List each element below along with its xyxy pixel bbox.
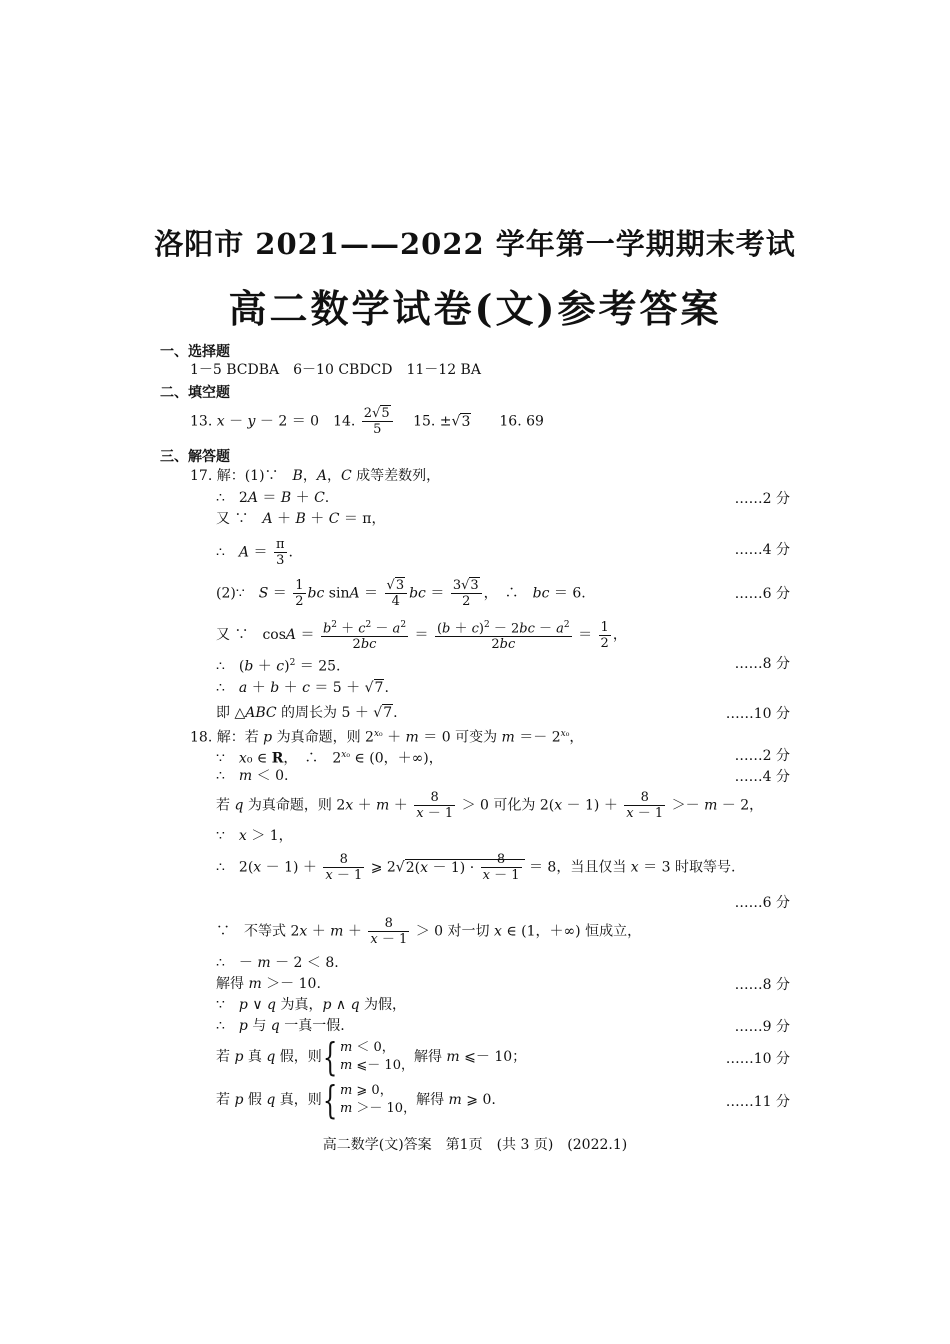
score-mark: ……6 分 — [734, 895, 790, 911]
p18-line7: ∵ 不等式 2x ＋ m ＋ $\frac{8}{x - 1}$ ＞ 0 对一切 x ∈ (1，＋∞) 恒成立， — [216, 916, 642, 947]
score-mark: ……8 分 — [734, 656, 790, 672]
score-mark: ……2 分 — [734, 748, 790, 764]
page-footer: 高二数学(文)答案 第1页 (共 3 页) (2022.1) — [322, 1137, 628, 1153]
answer-key-title: 高二数学试卷(文)参考答案 — [228, 286, 722, 331]
p18-line10: ∵ p ∨ q 为真，p ∧ q 为假， — [216, 997, 407, 1013]
section-heading-solution: 三、解答题 — [160, 449, 230, 465]
p17-line1: 17. 解：(1)∵ B，A，C 成等差数列， — [190, 468, 441, 484]
choice-answers: 1－5 BCDBA 6－10 CBDCD 11－12 BA — [190, 362, 481, 378]
section-heading-fill: 二、填空题 — [160, 385, 230, 401]
section-heading-choice: 一、选择题 — [160, 344, 230, 360]
p18-line9: 解得 m ＞－ 10. — [216, 976, 321, 992]
p17-line7: ∴ $(b + c)^2 = 25$. — [216, 658, 341, 675]
p18-line6: ∴ 2(x － 1) ＋ $\frac{8}{x - 1}$ ⩾ 2√2(x － 1) · $\frac{8}{x - 1}$ ＝ 8，当且仅当 x ＝ 3 时取等号. — [216, 852, 736, 883]
score-mark: ……8 分 — [734, 977, 790, 993]
p18-line1: 18. 解：若 p 为真命题，则 $2^{x_0} + m = 0$ 可变为 $m =- 2^{x_0}$， — [190, 729, 584, 746]
p18-line2: ∵ x₀ ∈ R， ∴ $2^{x_0}$ ∈ (0，＋∞)， — [216, 750, 443, 767]
score-mark: ……4 分 — [734, 542, 790, 558]
score-mark: ……2 分 — [734, 491, 790, 507]
p18-line4: 若 q 为真命题，则 2x ＋ m ＋ $\frac{8}{x - 1}$ ＞ 0 可化为 2(x － 1) ＋ $\frac{8}{x - 1}$ ＞－ m － 2， — [216, 790, 764, 821]
score-mark: ……11 分 — [725, 1094, 790, 1110]
p17-line9: 即 △ABC 的周长为 5 ＋ √7. — [216, 705, 398, 721]
p17-line2: ∴ 2A ＝ B ＋ C. — [216, 490, 330, 506]
p17-line3: 又 ∵ A ＋ B ＋ C ＝ π， — [216, 511, 386, 527]
p18-line5: ∵ x ＞ 1， — [216, 828, 293, 844]
p18-line13: 若 p 假 q 真，则{ m ⩾ 0， m ＞－ 10，解得 m ⩾ 0. — [216, 1078, 496, 1122]
p17-line4: ∴ A ＝ $\frac{\pi}{3}$ . — [216, 537, 293, 568]
fill-answers: 13. x － y － 2 ＝ 0 14. $\frac{2√5}{5}$ 15. ±√3 16. 69 — [190, 406, 544, 437]
exam-title: 洛阳市 2021——2022 学年第一学期期末考试 — [154, 227, 796, 261]
score-mark: ……6 分 — [734, 586, 790, 602]
p18-line12: 若 p 真 q 假，则{ m ＜ 0， m ⩽－ 10，解得 m ⩽－ 10； — [216, 1035, 527, 1079]
p18-line8: ∴ － m － 2 ＜ 8. — [216, 955, 339, 971]
p17-line6: 又 ∵ cosA ＝ $\frac{b^2 + c^2 - a^2}{2bc}$ ＝ $\frac{(b + c)^2 - 2bc - a^2}{2bc}$ ＝ $\frac{1}{2}$ ， — [216, 619, 627, 653]
p18-line3: ∴ m ＜ 0. — [216, 768, 289, 784]
score-mark: ……10 分 — [725, 706, 790, 722]
p17-line5: (2)∵ S ＝ $\frac{1}{2}$ bc sinA ＝ $\frac{√3}{4}$ bc ＝ $\frac{3√3}{2}$ ， ∴ bc ＝ 6. — [216, 578, 586, 609]
score-mark: ……4 分 — [734, 769, 790, 785]
p17-line8: ∴ a ＋ b ＋ c ＝ 5 ＋ √7. — [216, 680, 389, 696]
p18-line11: ∴ p 与 q 一真一假. — [216, 1018, 345, 1034]
score-mark: ……10 分 — [725, 1051, 790, 1067]
score-mark: ……9 分 — [734, 1019, 790, 1035]
